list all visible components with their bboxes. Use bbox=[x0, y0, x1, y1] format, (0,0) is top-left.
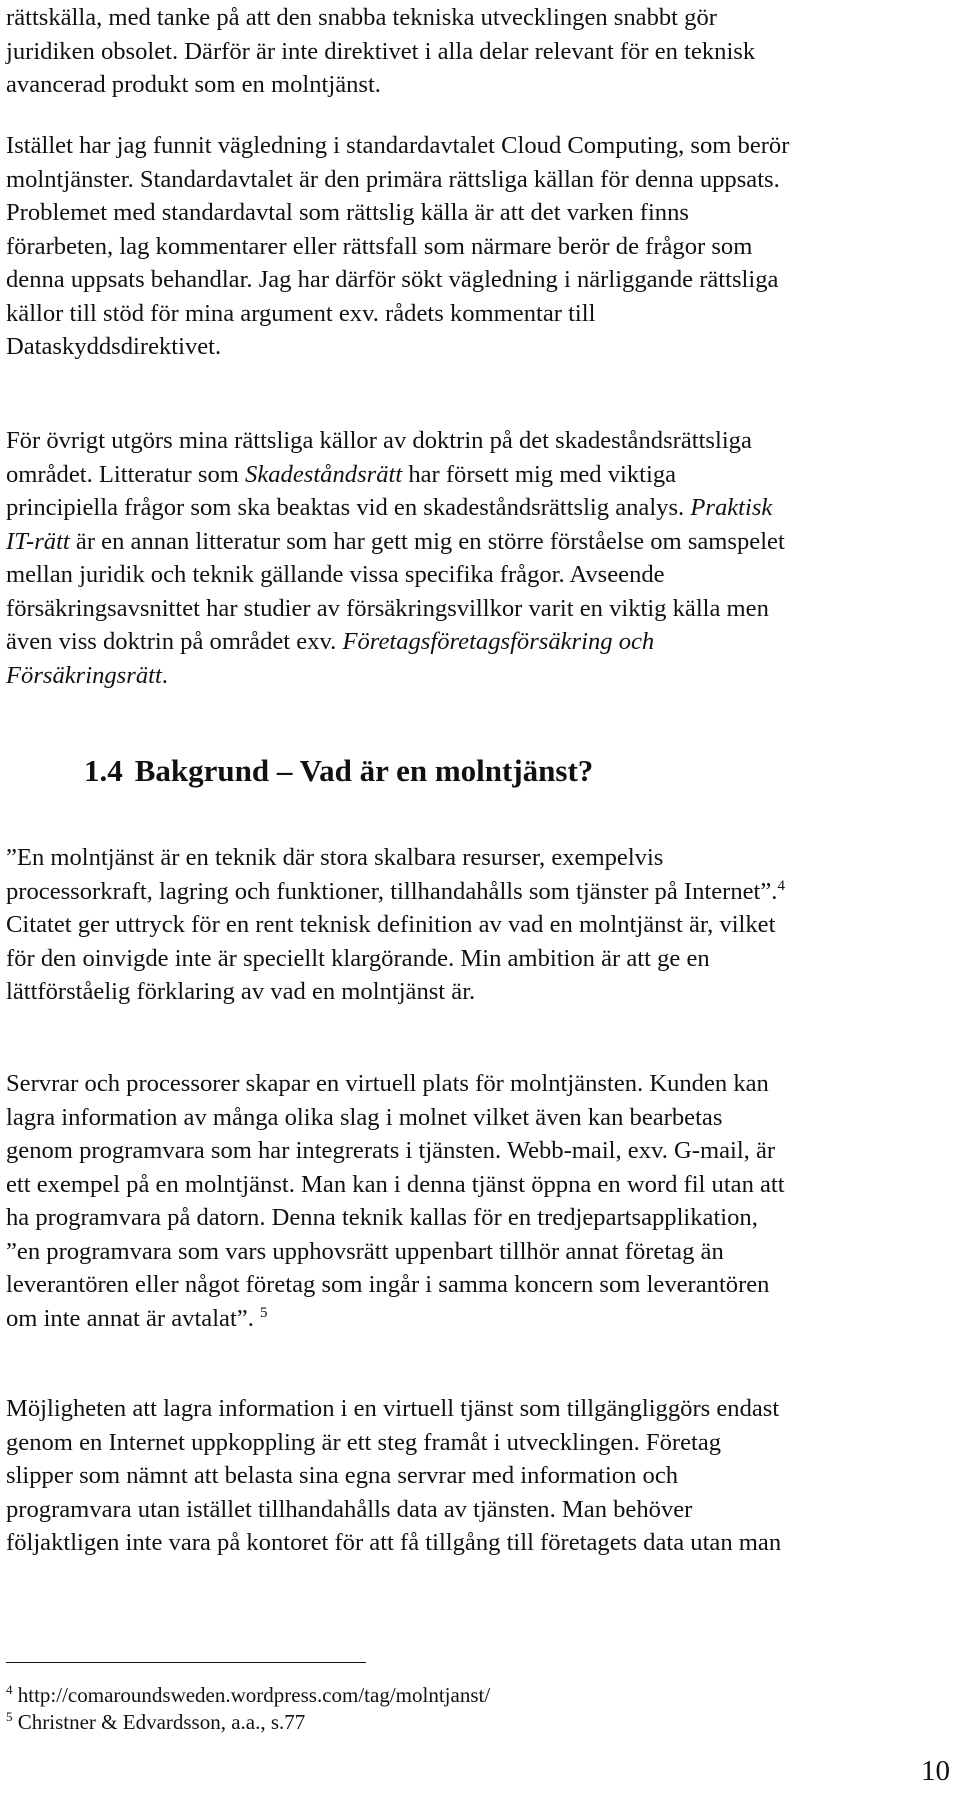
footnote-number: 4 bbox=[6, 1682, 13, 1697]
text-line: Istället har jag funnit vägledning i standardavtalet Cloud Computing, som berör bbox=[6, 132, 790, 159]
text-line: ett exempel på en molntjänst. Man kan i denna tjänst öppna en word fil utan att bbox=[6, 1170, 785, 1198]
text-line: ha programvara på datorn. Denna teknik kallas för en tredjepartsapplikation, bbox=[6, 1204, 758, 1231]
text-line: slipper som nämnt att belasta sina egna servrar med information och bbox=[6, 1462, 679, 1489]
text-line: Servrar och processorer skapar en virtuell plats för molntjänsten. Kunden kan bbox=[6, 1070, 769, 1097]
text-line: lättförståelig förklaring av vad en molntjänst är. bbox=[6, 978, 476, 1005]
text-line: försäkringsavsnittet har studier av försäkringsvillkor varit en viktig källa men bbox=[6, 594, 769, 622]
text-line: rättskälla, med tanke på att den snabba tekniska utvecklingen snabbt gör bbox=[6, 4, 717, 31]
text-line: följaktligen inte vara på kontoret för att få tillgång till företagets data utan man bbox=[6, 1529, 782, 1556]
text-line: för den oinvigde inte är speciellt klargörande. Min ambition är att ge en bbox=[6, 944, 710, 972]
text-line: lagra information av många olika slag i molnet vilket även kan bearbetas bbox=[6, 1103, 723, 1131]
page-number: 10 bbox=[921, 1755, 950, 1787]
paragraph-servers bbox=[6, 1067, 951, 1335]
text-line: molntjänster. Standardavtalet är den primära rättsliga källan för denna uppsats. bbox=[6, 165, 780, 193]
footnote-ref: 4 bbox=[777, 877, 785, 894]
section-heading bbox=[84, 751, 605, 791]
text-line: Problemet med standardavtal som rättslig källa är att det varken finns bbox=[6, 199, 689, 226]
footnote bbox=[6, 1709, 305, 1735]
text-line: IT-rätt är en annan litteratur som har gett mig en större förståelse om samspelet bbox=[6, 527, 785, 555]
paragraph-sources bbox=[6, 129, 951, 364]
text-line: om inte annat är avtalat”. $^5$ bbox=[6, 1304, 268, 1332]
paragraph-quote bbox=[6, 841, 951, 1009]
text-line: denna uppsats behandlar. Jag har därför sökt vägledning i närliggande rättsliga bbox=[6, 266, 779, 293]
footnote-link[interactable]: http://comaroundsweden.wordpress.com/tag/molntjanst/ bbox=[17, 1683, 491, 1707]
text-line: mellan juridik och teknik gällande vissa specifika frågor. Avseende bbox=[6, 561, 665, 588]
text-line: genom en Internet uppkoppling är ett steg framåt i utvecklingen. Företag bbox=[6, 1428, 722, 1456]
text-line: källor till stöd för mina argument exv. rådets kommentar till bbox=[6, 299, 596, 327]
text-line: För övrigt utgörs mina rättsliga källor av doktrin på det skadeståndsrättsliga bbox=[6, 427, 752, 454]
text-line: processorkraft, lagring och funktioner, tillhandahålls som tjänster på Internet”.$^4$ bbox=[6, 877, 785, 905]
text-line: Dataskyddsdirektivet. bbox=[6, 333, 222, 360]
text-line: området. Litteratur som Skadeståndsrätt har försett mig med viktiga bbox=[6, 460, 677, 488]
footnote-ref: 5 bbox=[260, 1304, 268, 1321]
text-line: genom programvara som har integrerats i tjänsten. Webb-mail, exv. G-mail, är bbox=[6, 1137, 776, 1164]
text-line: avancerad produkt som en molntjänst. bbox=[6, 71, 381, 98]
section-title: Bakgrund – Vad är en molntjänst? bbox=[134, 753, 594, 788]
text-line: förarbeten, lag kommentarer eller rättsfall som närmare berör de frågor som bbox=[6, 232, 753, 260]
footnote-text: Christner & Edvardsson, a.a., s.77 bbox=[17, 1710, 306, 1734]
book-title: Företagsföretagsförsäkring och bbox=[342, 628, 655, 655]
paragraph-possibility bbox=[6, 1392, 951, 1560]
paragraph-intro bbox=[6, 1, 951, 102]
footnote-number: 5 bbox=[6, 1709, 13, 1724]
section-number: 1.4 bbox=[84, 753, 123, 788]
footnote-separator bbox=[6, 1662, 366, 1663]
text-line: Försäkringsrätt. bbox=[6, 661, 168, 689]
text-line: juridiken obsolet. Därför är inte direktivet i alla delar relevant för en teknisk bbox=[6, 37, 756, 65]
text-line: Möjligheten att lagra information i en virtuell tjänst som tillgängliggörs endast bbox=[6, 1395, 780, 1422]
text-line: ”en programvara som vars upphovsrätt uppenbart tillhör annat företag än bbox=[6, 1237, 724, 1265]
text-line: Citatet ger uttryck för en rent teknisk definition av vad en molntjänst är, vilket bbox=[6, 911, 776, 938]
book-title: Försäkringsrätt bbox=[6, 661, 162, 689]
book-title: IT-rätt bbox=[6, 527, 70, 555]
footnote bbox=[6, 1682, 490, 1708]
book-title: Praktisk bbox=[690, 494, 773, 521]
text-line: även viss doktrin på området exv. Företagsföretagsförsäkring och bbox=[6, 628, 655, 655]
text-line: ”En molntjänst är en teknik där stora skalbara resurser, exempelvis bbox=[6, 844, 664, 871]
book-title: Skadeståndsrätt bbox=[245, 460, 403, 488]
text-line: programvara utan istället tillhandahålls data av tjänsten. Man behöver bbox=[6, 1495, 693, 1523]
text-line: principiella frågor som ska beaktas vid en skadeståndsrättslig analys. Praktisk bbox=[6, 494, 773, 521]
paragraph-doctrine bbox=[6, 424, 951, 692]
text-line: leverantören eller något företag som ingår i samma koncern som leverantören bbox=[6, 1271, 770, 1298]
